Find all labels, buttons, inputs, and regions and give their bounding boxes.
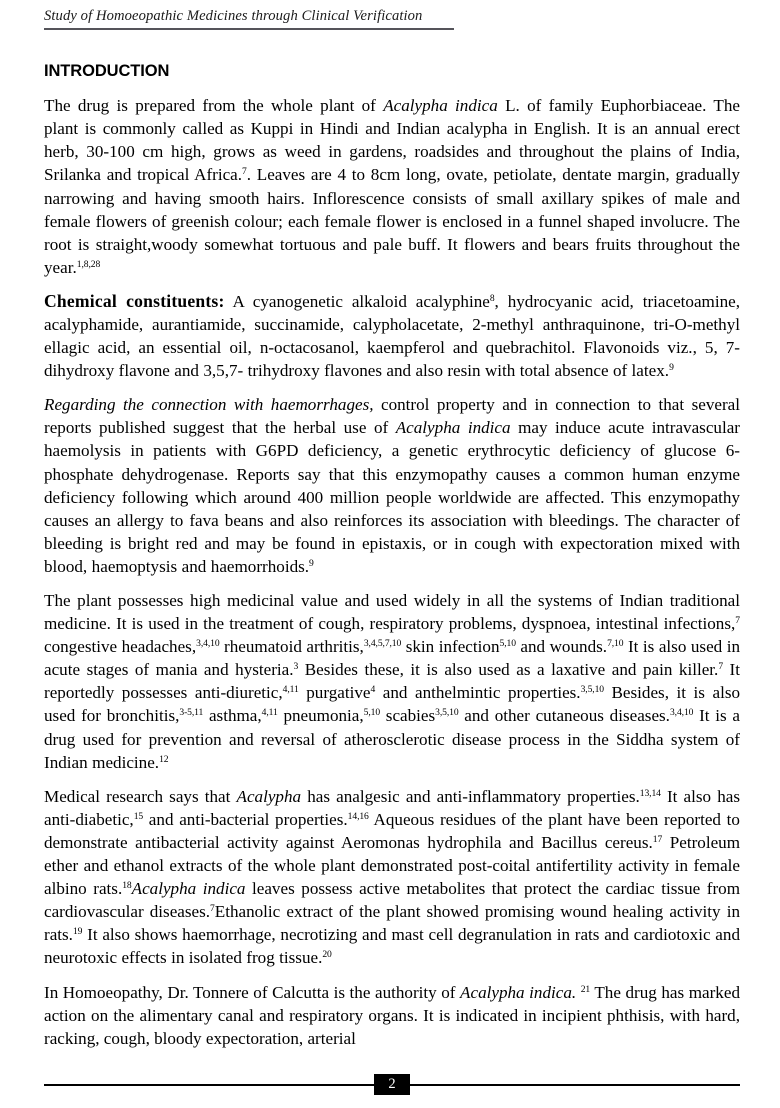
text-run: It also has anti-diabetic, xyxy=(44,786,740,829)
text-run: , hydrocyanic acid, triacetoamine, acalyphamide, aurantiamide, succinamide, calypholacetate, 2-methyl anthraquinone, tri-O-methyl ellagic acid, an essential oil, n-octacosanol, kaempferol and quebrachitol. Flavonoids viz., 5, 7-dihydroxy flavone and 3,5,7- trihydroxy flavones and also resin with total absence of latex. xyxy=(44,291,740,381)
text-run: It is a drug used for prevention and reversal of atherosclerotic disease process in the Siddha system of Indian medicine. xyxy=(44,706,741,772)
text-run: rheumatoid arthritis, xyxy=(219,637,364,657)
citation-marker: 18 xyxy=(122,880,132,892)
citation-marker: 7,10 xyxy=(607,638,624,650)
page-title: INTRODUCTION xyxy=(44,62,170,80)
text-run: A cyanogenetic alkaloid acalyphine xyxy=(224,291,490,311)
paragraph-chemical-constituents xyxy=(44,290,740,382)
body-column xyxy=(44,62,740,1050)
citation-marker: 3,5,10 xyxy=(580,684,604,696)
text-run: asthma, xyxy=(203,706,262,726)
citation-marker: 1,8,28 xyxy=(76,258,101,270)
paragraph-haemorrhages xyxy=(44,393,740,578)
citation-marker: 4,11 xyxy=(261,707,278,719)
citation-marker: 3,4,10 xyxy=(196,638,220,650)
citation-marker: 3-5,11 xyxy=(179,707,204,719)
species-name: Acalypha indica xyxy=(131,879,246,899)
text-run: pneumonia, xyxy=(277,706,364,726)
text-run: L. of family Euphorbiaceae. The plant is commonly called as Kuppi in Hindi and Indian acalypha in English. It is an annual erect herb, 30-100 cm high, grows as weed in gardens, roadsides and throughout the plains of India, Srilanka and tropical Africa. xyxy=(44,96,740,185)
citation-marker: 15 xyxy=(133,810,144,822)
text-run: It reportedly possesses anti-diuretic, xyxy=(44,660,740,703)
citation-marker: 12 xyxy=(159,753,169,765)
text-run: and other cutaneous diseases. xyxy=(458,706,670,726)
citation-marker: 5,10 xyxy=(363,707,381,719)
text-run: In Homoeopathy, Dr. Tonnere of Calcutta is the authority of xyxy=(44,982,461,1002)
text-run: The drug has marked action on the alimentary canal and respiratory organs. It is indicated in incipient phthisis, with hard, racking, cough, bloody expectoration, arterial xyxy=(44,982,740,1048)
text-run: skin infection xyxy=(401,637,500,657)
citation-marker: 4 xyxy=(370,684,376,696)
page-footer xyxy=(44,1074,740,1096)
running-header-title: Study of Homoeopathic Medicines through Clinical Verification xyxy=(44,8,423,24)
text-run: control property and in connection to that several reports published suggest that the herbal use of xyxy=(44,395,741,438)
text-run: Aqueous residues of the plant have been reported to demonstrate antibacterial activity against Aeromonas hydrophila and Bacillus cereus. xyxy=(44,809,740,852)
text-run: leaves possess active metabolites that protect the cardiac tissue from cardiovascular diseases. xyxy=(44,879,740,922)
text-run: and anti-bacterial properties. xyxy=(143,809,348,829)
citation-marker: 9 xyxy=(309,557,314,569)
chemical-constituents-label: Chemical constituents: xyxy=(44,290,225,311)
text-run: purgative xyxy=(298,683,371,703)
text-run: Medical research says that xyxy=(44,786,237,806)
text-run: Besides, it is also used for bronchitis, xyxy=(44,683,741,726)
species-name: Acalypha indica xyxy=(383,96,498,116)
text-run: It is also used in acute stages of mania and hysteria. xyxy=(44,637,741,680)
text-run: Besides these, it is also used as a laxative and pain killer. xyxy=(298,660,719,680)
text-run: has analgesic and anti-inflammatory properties. xyxy=(301,786,640,806)
text-run: Ethanolic extract of the plant showed promising wound healing activity in rats. xyxy=(44,902,740,945)
paragraph-introduction xyxy=(44,94,740,279)
paragraph-medicinal-value xyxy=(44,589,740,774)
running-header xyxy=(44,8,454,30)
paragraph-lead-italic: Regarding the connection with haemorrhages, xyxy=(44,395,374,415)
text-run: . Leaves are 4 to 8cm long, ovate, petiolate, dentate margin, gradually narrowing and having smooth hairs. Inflorescence consists of small axillary spikes of male and female flowers of greenish colour; each female flower is enclosed in a funnel shaped involucre. The root is straight,woody somewhat tortuous and pale buff. It flowers and bears fruits throughout the year. xyxy=(44,165,740,277)
citation-marker: 19 xyxy=(72,926,83,938)
page-number: 2 xyxy=(374,1074,410,1095)
text-run: The drug is prepared from the whole plant of xyxy=(44,96,384,116)
species-name: Acalypha indica. xyxy=(460,982,577,1002)
paragraph-homoeopathy xyxy=(44,981,740,1050)
citation-marker: 7 xyxy=(210,903,215,915)
text-run: and anthelmintic properties. xyxy=(375,683,581,703)
citation-marker: 7 xyxy=(718,661,724,673)
citation-marker: 7 xyxy=(242,166,247,178)
genus-name: Acalypha xyxy=(236,786,302,806)
text-run: Petroleum ether and ethanol extracts of the whole plant demonstrated post-coital antifertility activity in female albino rats. xyxy=(44,832,740,899)
citation-marker: 3,4,5,7,10 xyxy=(363,638,402,650)
text-run: scabies xyxy=(380,706,436,726)
citation-marker: 21 xyxy=(580,983,591,995)
citation-marker: 13,14 xyxy=(639,787,661,799)
citation-marker: 20 xyxy=(322,949,332,961)
text-run: congestive headaches, xyxy=(44,637,197,657)
citation-marker: 7 xyxy=(735,615,740,627)
citation-marker: 8 xyxy=(489,292,495,304)
citation-marker: 3 xyxy=(293,661,299,673)
citation-marker: 3,4,10 xyxy=(669,707,694,719)
paragraph-medical-research xyxy=(44,785,740,970)
species-name: Acalypha indica xyxy=(395,418,511,438)
citation-marker: 14,16 xyxy=(347,810,369,822)
citation-marker: 5,10 xyxy=(499,638,516,650)
text-run: The plant possesses high medicinal value and used widely in all the systems of Indian traditional medicine. It is used in the treatment of cough, respiratory problems, dyspnoea, intestinal infections, xyxy=(44,591,740,634)
text-run: and wounds. xyxy=(515,637,608,657)
text-run: It also shows haemorrhage, necrotizing and mast cell degranulation in rats and cardiotoxic and neurotoxic effects in isolated frog tissue. xyxy=(44,925,740,968)
citation-marker: 17 xyxy=(652,834,663,846)
citation-marker: 3,5,10 xyxy=(435,707,459,719)
citation-marker: 4,11 xyxy=(282,684,299,696)
text-run: may induce acute intravascular haemolysis in patients with G6PD deficiency, a genetic erythrocytic deficiency of glucose 6-phosphate dehydrogenase. Reports say that this enzymopathy causes a common human enzyme deficiency following which around 400 million people worldwide are affected. This enzymopathy causes an allergy to fava beans and also reinforces its association with bleedings. The character of bleeding is bright red and may be found in epistaxis, or in cough with expectoration mixed with blood, haemoptysis and haemorrhoids. xyxy=(44,418,740,576)
citation-marker: 9 xyxy=(669,362,674,374)
header-divider xyxy=(44,28,454,30)
